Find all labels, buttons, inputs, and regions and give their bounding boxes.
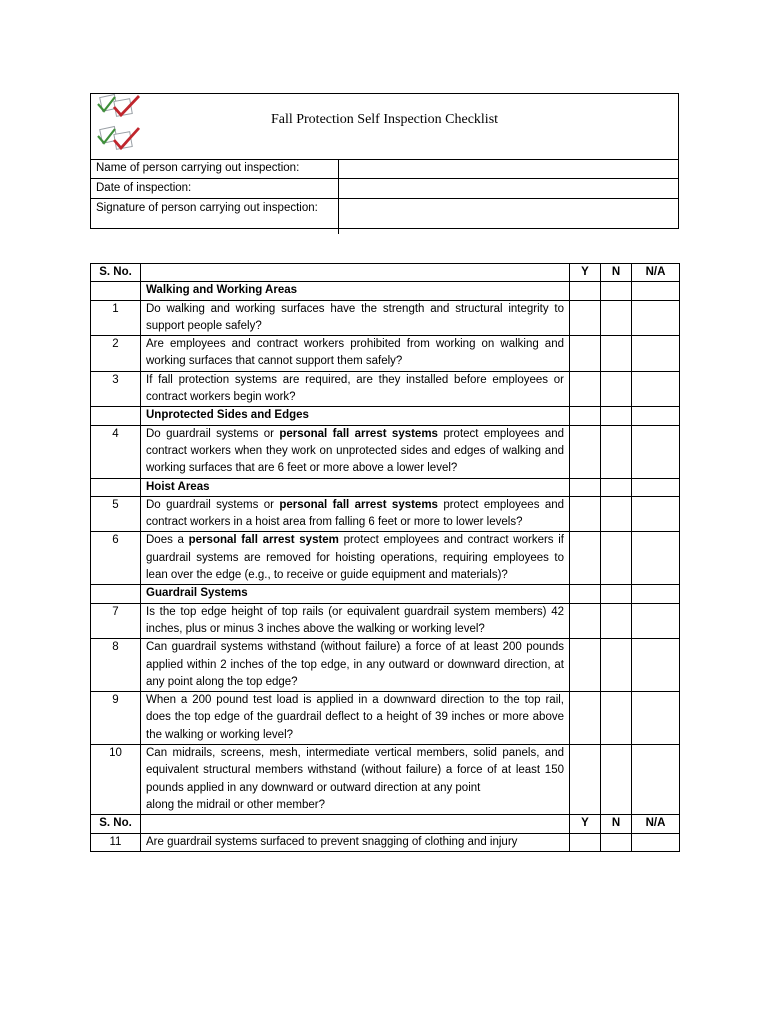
- page-title: Fall Protection Self Inspection Checklist: [270, 112, 499, 127]
- answer-n-cell[interactable]: [601, 300, 632, 336]
- table-row: [91, 371, 680, 407]
- answer-y-cell[interactable]: [570, 336, 601, 372]
- item-number: 11: [91, 833, 141, 851]
- section-title: Hoist Areas: [141, 478, 570, 496]
- inspection-info-table: [91, 159, 678, 234]
- glossary-term: personal fall arrest systems: [279, 498, 438, 511]
- item-number: 1: [91, 300, 141, 336]
- answer-na-cell[interactable]: [632, 371, 680, 407]
- answer-y-cell[interactable]: [570, 692, 601, 745]
- info-row-date: [91, 179, 678, 199]
- answer-n-cell[interactable]: [601, 833, 632, 851]
- signature-field[interactable]: [339, 199, 679, 234]
- col-sno: S. No.: [91, 264, 141, 282]
- item-question: Can guardrail systems withstand (without failure) a force of at least 200 pounds applied within 2 inches of the top edge, in any outward or downward direction, at any point along the top edge?: [141, 639, 570, 692]
- answer-na-cell[interactable]: [632, 425, 680, 478]
- answer-y-cell[interactable]: [570, 639, 601, 692]
- info-label: Signature of person carrying out inspection:: [91, 199, 339, 234]
- answer-na-cell[interactable]: [632, 300, 680, 336]
- answer-na-cell[interactable]: [632, 532, 680, 585]
- section-title: Unprotected Sides and Edges: [141, 407, 570, 425]
- answer-n-cell[interactable]: [601, 371, 632, 407]
- section-title: Walking and Working Areas: [141, 282, 570, 300]
- answer-n-cell[interactable]: [601, 745, 632, 815]
- checklist-table: [90, 263, 680, 852]
- section-row: [91, 282, 680, 300]
- item-number: 10: [91, 745, 141, 815]
- answer-n-cell[interactable]: [601, 496, 632, 532]
- table-row: [91, 603, 680, 639]
- item-question: [141, 532, 570, 585]
- item-question: When a 200 pound test load is applied in a downward direction to the top rail, does the top edge of the guardrail deflect to a height of 39 inches or more above the walking or working level?: [141, 692, 570, 745]
- col-question: [141, 264, 570, 282]
- section-row: [91, 478, 680, 496]
- table-row: [91, 336, 680, 372]
- col-y: Y: [570, 264, 601, 282]
- col-n: N: [601, 815, 632, 833]
- table-row: [91, 745, 680, 815]
- header-block: [90, 93, 679, 229]
- text-part: Do guardrail systems or: [146, 427, 280, 440]
- section-row: [91, 585, 680, 603]
- text-part: Does a: [146, 534, 189, 547]
- item-question: Are employees and contract workers prohibited from working on walking and working surfaces that cannot support them safely?: [141, 336, 570, 372]
- text-part: protect employees and contract workers if guardrail systems are removed for hoisting operations, requiring employees to lean over the edge (e.g., to receive or guide equipment and materials)?: [146, 534, 564, 582]
- info-label: Date of inspection:: [91, 179, 339, 199]
- item-number: 4: [91, 425, 141, 478]
- table-row: [91, 532, 680, 585]
- table-row: [91, 833, 680, 851]
- answer-y-cell[interactable]: [570, 833, 601, 851]
- answer-y-cell[interactable]: [570, 745, 601, 815]
- answer-y-cell[interactable]: [570, 532, 601, 585]
- item-number: 5: [91, 496, 141, 532]
- answer-na-cell[interactable]: [632, 639, 680, 692]
- answer-y-cell[interactable]: [570, 425, 601, 478]
- item-question: Are guardrail systems surfaced to prevent snagging of clothing and injury: [141, 833, 570, 851]
- text-part: protect employees and contract workers in a hoist area from falling 6 feet or more to lower levels?: [146, 498, 565, 529]
- glossary-term: personal fall arrest system: [188, 534, 339, 547]
- table-header-row: [91, 264, 680, 282]
- answer-na-cell[interactable]: [632, 692, 680, 745]
- answer-na-cell[interactable]: [632, 496, 680, 532]
- text-part: Can midrails, screens, mesh, intermediate vertical members, solid panels, and equivalent structural members withstand (without failure) a force of at least 150 pounds applied in any downward or outward direction at any point: [146, 747, 564, 794]
- section-row: [91, 407, 680, 425]
- text-part: protect employees and contract workers when they work on unprotected sides and edges of walking and working surfaces that are 6 feet or more above a lower level?: [146, 427, 565, 475]
- answer-n-cell[interactable]: [601, 425, 632, 478]
- item-number: 2: [91, 336, 141, 372]
- table-row: [91, 639, 680, 692]
- title-row: [91, 94, 678, 160]
- glossary-term: personal fall arrest systems: [279, 427, 438, 440]
- table-row: [91, 300, 680, 336]
- col-na: N/A: [632, 815, 680, 833]
- item-number: 6: [91, 532, 141, 585]
- item-number: 3: [91, 371, 141, 407]
- info-row-signature: [91, 199, 678, 234]
- col-na: N/A: [632, 264, 680, 282]
- answer-na-cell[interactable]: [632, 336, 680, 372]
- answer-na-cell[interactable]: [632, 833, 680, 851]
- answer-n-cell[interactable]: [601, 336, 632, 372]
- item-question: [141, 496, 570, 532]
- inspector-name-field[interactable]: [339, 159, 679, 179]
- answer-y-cell[interactable]: [570, 603, 601, 639]
- text-part: along the midrail or other member?: [146, 798, 325, 811]
- table-row: [91, 692, 680, 745]
- item-question: [141, 425, 570, 478]
- col-sno: S. No.: [91, 815, 141, 833]
- answer-na-cell[interactable]: [632, 603, 680, 639]
- answer-y-cell[interactable]: [570, 300, 601, 336]
- section-title: Guardrail Systems: [141, 585, 570, 603]
- item-number: 8: [91, 639, 141, 692]
- answer-na-cell[interactable]: [632, 745, 680, 815]
- col-n: N: [601, 264, 632, 282]
- item-question: Is the top edge height of top rails (or equivalent guardrail system members) 42 inches, plus or minus 3 inches above the walking or working level?: [141, 603, 570, 639]
- answer-n-cell[interactable]: [601, 692, 632, 745]
- item-question: [141, 745, 570, 815]
- item-question: If fall protection systems are required, are they installed before employees or contract workers begin work?: [141, 371, 570, 407]
- col-question: [141, 815, 570, 833]
- table-row: [91, 425, 680, 478]
- info-label: Name of person carrying out inspection:: [91, 159, 339, 179]
- answer-y-cell[interactable]: [570, 371, 601, 407]
- answer-n-cell[interactable]: [601, 532, 632, 585]
- answer-n-cell[interactable]: [601, 603, 632, 639]
- item-number: 7: [91, 603, 141, 639]
- table-header-row: [91, 815, 680, 833]
- col-y: Y: [570, 815, 601, 833]
- answer-y-cell[interactable]: [570, 496, 601, 532]
- text-part: Do guardrail systems or: [146, 498, 280, 511]
- info-row-name: [91, 159, 678, 179]
- answer-n-cell[interactable]: [601, 639, 632, 692]
- table-row: [91, 496, 680, 532]
- item-number: 9: [91, 692, 141, 745]
- item-question: Do walking and working surfaces have the strength and structural integrity to support people safely?: [141, 300, 570, 336]
- inspection-date-field[interactable]: [339, 179, 679, 199]
